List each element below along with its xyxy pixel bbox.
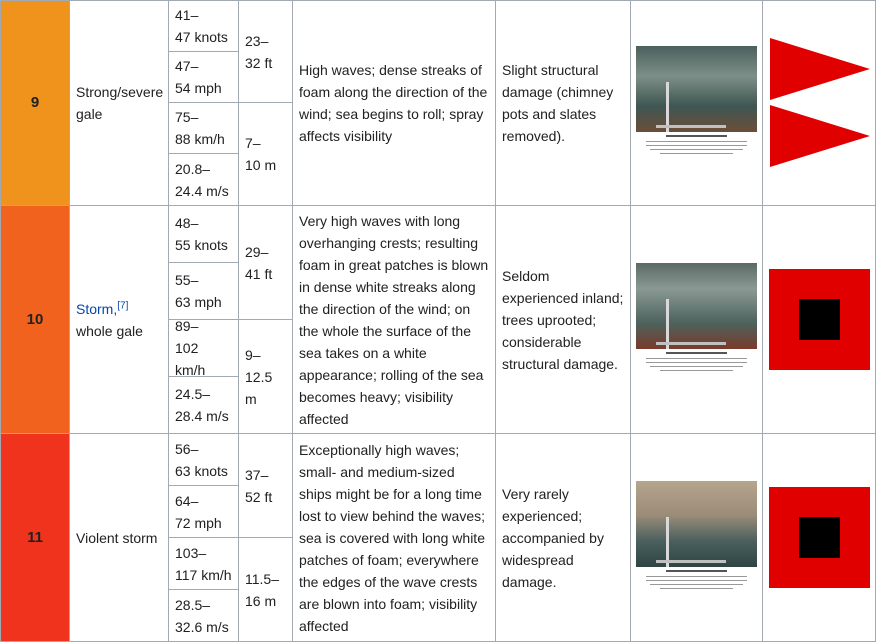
wave-height-m: 7– 10 m: [239, 103, 293, 206]
description: whole gale: [76, 322, 143, 339]
wind-speed-mph: 55– 63 mph: [169, 263, 239, 320]
sea-conditions: High waves; dense streaks of foam along the direction of the wind; sea begins to roll; spray affects visibility: [293, 0, 496, 206]
photo-caption: [636, 132, 757, 160]
description-cell: [70, 0, 169, 206]
wind-speed-mph: 64– 72 mph: [169, 486, 239, 538]
wind-speed-knots: 56– 63 knots: [169, 434, 239, 486]
force-number-cell: [0, 0, 70, 206]
hurricane-warning-flag-icon: [769, 487, 870, 588]
sea-state-photo[interactable]: [636, 263, 757, 377]
wind-speed-knots: 41– 47 knots: [169, 0, 239, 52]
photo-caption: [636, 567, 757, 595]
flag-cell: [763, 206, 876, 434]
description: Violent storm: [76, 529, 158, 546]
sea-photo-image: [636, 481, 757, 567]
wind-speed-kmh: 103– 117 km/h: [169, 538, 239, 590]
sea-conditions: Exceptionally high waves; small- and medium-sized ships might be for a long time lost to view behind the waves; sea is covered with long white patches of foam; everywhere the edges of the wave crests are blown into foam; visibility affected: [293, 434, 496, 642]
sea-state-photo[interactable]: [636, 481, 757, 595]
wind-speed-ms: 28.5– 32.6 m/s: [169, 590, 239, 642]
force-number: 10: [26, 310, 44, 328]
storm-warning-flag-icon: [769, 269, 870, 370]
wind-speed-kmh: 75– 88 km/h: [169, 103, 239, 154]
force-number: 11: [27, 528, 43, 546]
photo-cell: [631, 206, 763, 434]
flag-cell: [763, 0, 876, 206]
photo-cell: [631, 434, 763, 642]
wave-height-m: 11.5– 16 m: [239, 538, 293, 642]
land-conditions: Seldom experienced inland; trees uprooted; considerable structural damage.: [496, 206, 631, 434]
reference-link[interactable]: [7]: [117, 299, 129, 311]
sea-photo-image: [636, 46, 757, 132]
wave-height-ft: 37– 52 ft: [239, 434, 293, 538]
flag-cell: [763, 434, 876, 642]
description-cell: [70, 434, 169, 642]
storm-link[interactable]: Storm,: [76, 300, 118, 317]
photo-cell: [631, 0, 763, 206]
description-cell: [70, 206, 169, 434]
sea-conditions: Very high waves with long overhanging crests; resulting foam in great patches is blown in dense white streaks along the direction of the wind; on the whole the surface of the sea takes on a white appearance; rolling of the sea becomes heavy; visibility affected: [293, 206, 496, 434]
sea-state-photo[interactable]: [636, 46, 757, 160]
wind-speed-ms: 24.5– 28.4 m/s: [169, 377, 239, 434]
land-conditions: Very rarely experienced; accompanied by widespread damage.: [496, 434, 631, 642]
sea-photo-image: [636, 263, 757, 349]
wind-speed-mph: 47– 54 mph: [169, 52, 239, 103]
wind-speed-knots: 48– 55 knots: [169, 206, 239, 263]
wave-height-m: 9– 12.5 m: [239, 320, 293, 434]
land-conditions: Slight structural damage (chimney pots and slates removed).: [496, 0, 631, 206]
photo-caption: [636, 349, 757, 377]
description: Strong/severe gale: [76, 84, 164, 122]
wave-height-ft: 23– 32 ft: [239, 0, 293, 103]
force-number-cell: [0, 206, 70, 434]
wind-speed-kmh: 89– 102 km/h: [169, 320, 239, 377]
force-number-cell: [0, 434, 70, 642]
wind-speed-ms: 20.8– 24.4 m/s: [169, 154, 239, 206]
gale-warning-flag-icon: [768, 35, 871, 171]
force-number: 9: [30, 94, 40, 111]
wave-height-ft: 29– 41 ft: [239, 206, 293, 320]
